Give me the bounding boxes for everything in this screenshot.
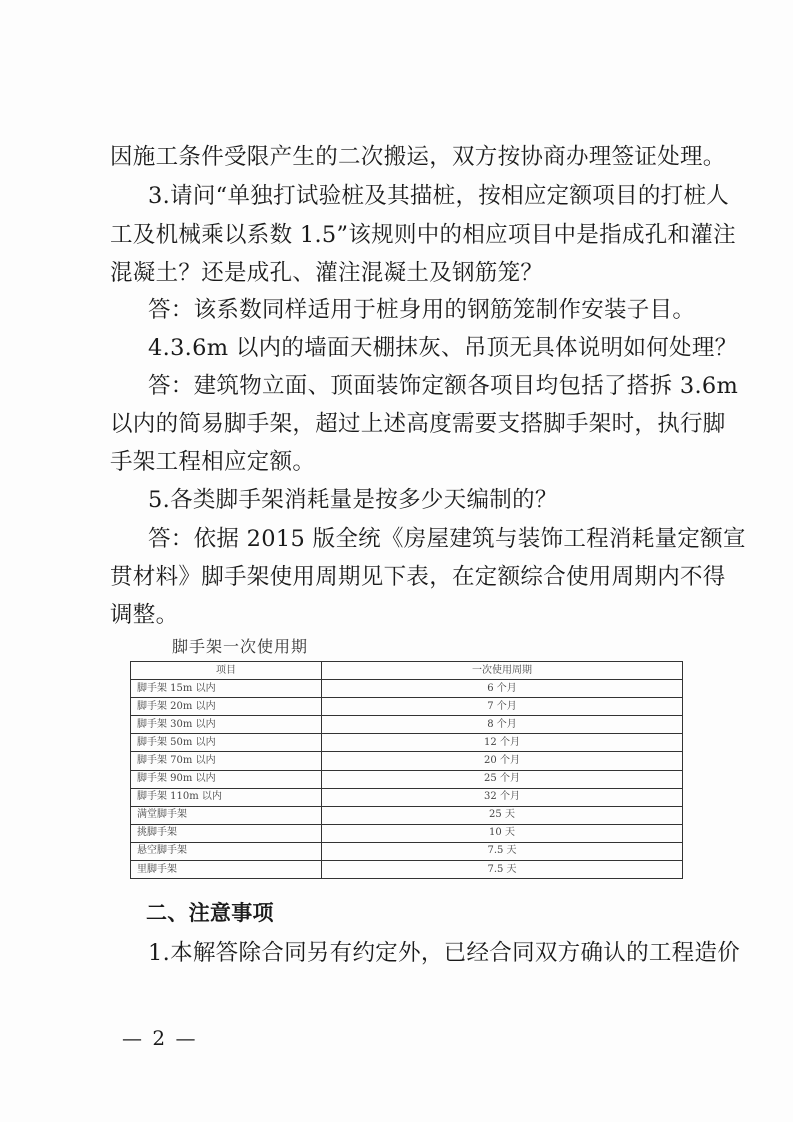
table-cell-item: 脚手架 110m 以内 <box>131 788 322 806</box>
table-row <box>131 734 683 752</box>
table-row <box>131 680 683 698</box>
table-cell-period: 7.5 天 <box>322 842 683 860</box>
body-line-4: 混凝土？还是成孔、灌注混凝土及钢筋笼？ <box>110 260 544 286</box>
table-cell-period: 8 个月 <box>322 716 683 734</box>
body-line-2: 3.请问“单独打试验桩及其描桩，按相应定额项目的打桩人 <box>148 183 730 209</box>
table-cell-item: 脚手架 50m 以内 <box>131 734 322 752</box>
question-line-5: 5.各类脚手架消耗量是按多少天编制的？ <box>148 487 558 513</box>
body-line-8: 以内的简易脚手架，超过上述高度需要支搭脚手架时，执行脚 <box>110 411 726 437</box>
table-cell-period: 6 个月 <box>322 680 683 698</box>
body-line-13: 调整。 <box>110 602 179 628</box>
table-cell-period: 20 个月 <box>322 752 683 770</box>
table-caption: 脚手架一次使用期 <box>172 637 309 656</box>
table-row <box>131 788 683 806</box>
body-line-1: 因施工条件受限产生的二次搬运，双方按协商办理签证处理。 <box>110 144 726 170</box>
table-cell-item: 脚手架 20m 以内 <box>131 698 322 716</box>
table-header-row <box>131 662 683 680</box>
table-cell-period: 12 个月 <box>322 734 683 752</box>
table-row <box>131 842 683 860</box>
table-cell-period: 32 个月 <box>322 788 683 806</box>
answer-line-3: 答：依据 2015 版全统《房屋建筑与装饰工程消耗量定额宣 <box>148 526 746 552</box>
table-row <box>131 752 683 770</box>
table-cell-item: 脚手架 30m 以内 <box>131 716 322 734</box>
table-cell-item: 脚手架 15m 以内 <box>131 680 322 698</box>
table-cell-item: 挑脚手架 <box>131 824 322 842</box>
table-row <box>131 698 683 716</box>
table-cell-period: 25 天 <box>322 806 683 824</box>
section-heading: 二、注意事项 <box>146 901 274 925</box>
table-row <box>131 770 683 788</box>
table-header-item: 项目 <box>131 662 322 680</box>
table-header-period: 一次使用周期 <box>322 662 683 680</box>
answer-line-1: 答：该系数同样适用于桩身用的钢筋笼制作安装子目。 <box>148 297 696 323</box>
table-cell-period: 7.5 天 <box>322 861 683 879</box>
body-line-12: 贯材料》脚手架使用周期见下表，在定额综合使用周期内不得 <box>110 564 726 590</box>
table-cell-item: 脚手架 70m 以内 <box>131 752 322 770</box>
table-cell-item: 里脚手架 <box>131 861 322 879</box>
page-number: — 2 — <box>122 1026 198 1050</box>
table-cell-item: 悬空脚手架 <box>131 842 322 860</box>
table-row <box>131 861 683 879</box>
section-first-line: 1.本解答除合同另有约定外，已经合同双方确认的工程造价 <box>148 940 741 966</box>
body-line-9: 手架工程相应定额。 <box>110 449 316 475</box>
table-row <box>131 824 683 842</box>
question-line-4: 4.3.6m 以内的墙面天棚抹灰、吊顶无具体说明如何处理？ <box>148 335 738 361</box>
table-row <box>131 716 683 734</box>
table-cell-period: 10 天 <box>322 824 683 842</box>
table-cell-period: 7 个月 <box>322 698 683 716</box>
table-cell-period: 25 个月 <box>322 770 683 788</box>
table-row <box>131 806 683 824</box>
table-cell-item: 脚手架 90m 以内 <box>131 770 322 788</box>
scaffold-period-table <box>130 661 683 879</box>
answer-line-2: 答：建筑物立面、顶面装饰定额各项目均包括了搭拆 3.6m <box>148 373 739 399</box>
body-line-3: 工及机械乘以系数 1.5”该规则中的相应项目中是指成孔和灌注 <box>110 222 736 248</box>
table-cell-item: 满堂脚手架 <box>131 806 322 824</box>
